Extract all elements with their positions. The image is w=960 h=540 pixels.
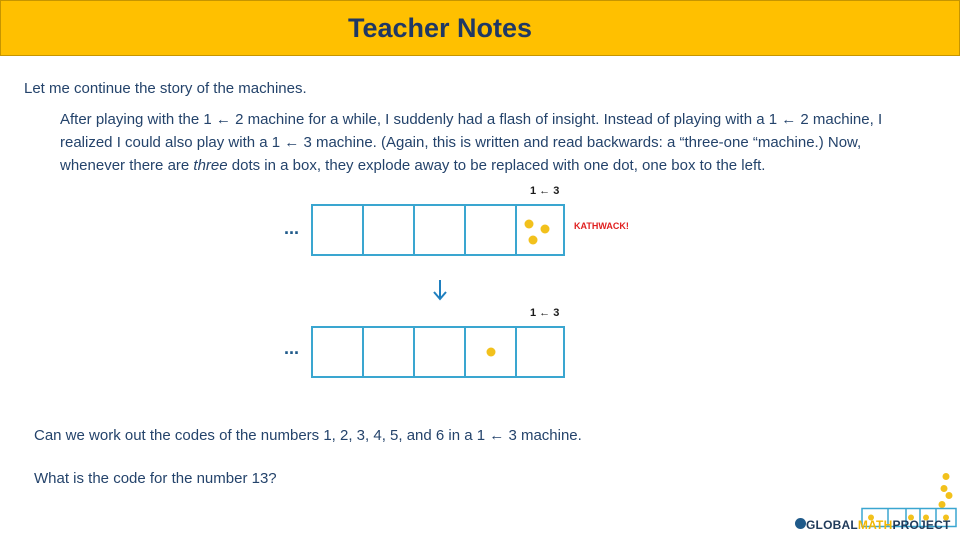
logo-part-math: MATH xyxy=(857,518,893,532)
story-emphasis: three xyxy=(193,157,228,174)
top-box-4 xyxy=(465,205,516,255)
dot xyxy=(541,225,550,234)
rule-label-bottom: 1 ← 3 xyxy=(530,307,560,319)
intro-text: Let me continue the story of the machines. xyxy=(24,80,307,97)
ellipsis-top: ... xyxy=(284,218,300,238)
explosion-label: KATHWACK! xyxy=(574,221,629,231)
question-1: Can we work out the codes of the numbers 1, 2, 3, 4, 5, and 6 in a 1 ← 3 machine. xyxy=(34,427,582,444)
bottom-box-1 xyxy=(312,327,363,377)
top-box-5 xyxy=(516,205,564,255)
bottom-box-3 xyxy=(414,327,465,377)
ellipsis-bottom: ... xyxy=(284,338,300,358)
story-part-1: After playing with the 1 ← 2 machine for a while, I suddenly had a flash of insight. Instead of playing with a 1 ← 2 machine, I realized I could also play with a 1 ← 3 machine. (Again, this is written and read backwards: a “three-one “machine.) Now, whenever there are xyxy=(60,111,883,174)
down-arrow-icon xyxy=(434,280,446,299)
dot xyxy=(525,220,534,229)
top-box-1 xyxy=(312,205,363,255)
top-box-2 xyxy=(363,205,414,255)
logo-wordmark xyxy=(806,518,951,532)
question-2: What is the code for the number 13? xyxy=(34,470,277,487)
rule-label-top: 1 ← 3 xyxy=(530,185,560,197)
bottom-box-2 xyxy=(363,327,414,377)
machine-diagram xyxy=(270,180,650,380)
logo-part-project: PROJECT xyxy=(892,518,951,532)
story-paragraph xyxy=(60,108,920,177)
bottom-machine-row xyxy=(312,327,564,377)
page-title: Teacher Notes xyxy=(348,13,533,43)
story-part-2: dots in a box, they explode away to be replaced with one dot, one box to the left. xyxy=(227,157,766,174)
dot xyxy=(487,348,496,357)
header-banner xyxy=(0,0,960,56)
globe-icon xyxy=(795,518,806,529)
top-box-3 xyxy=(414,205,465,255)
top-machine-row xyxy=(312,205,564,255)
dot xyxy=(529,236,538,245)
bottom-box-5 xyxy=(516,327,564,377)
logo-part-global: GLOBAL xyxy=(806,518,858,532)
